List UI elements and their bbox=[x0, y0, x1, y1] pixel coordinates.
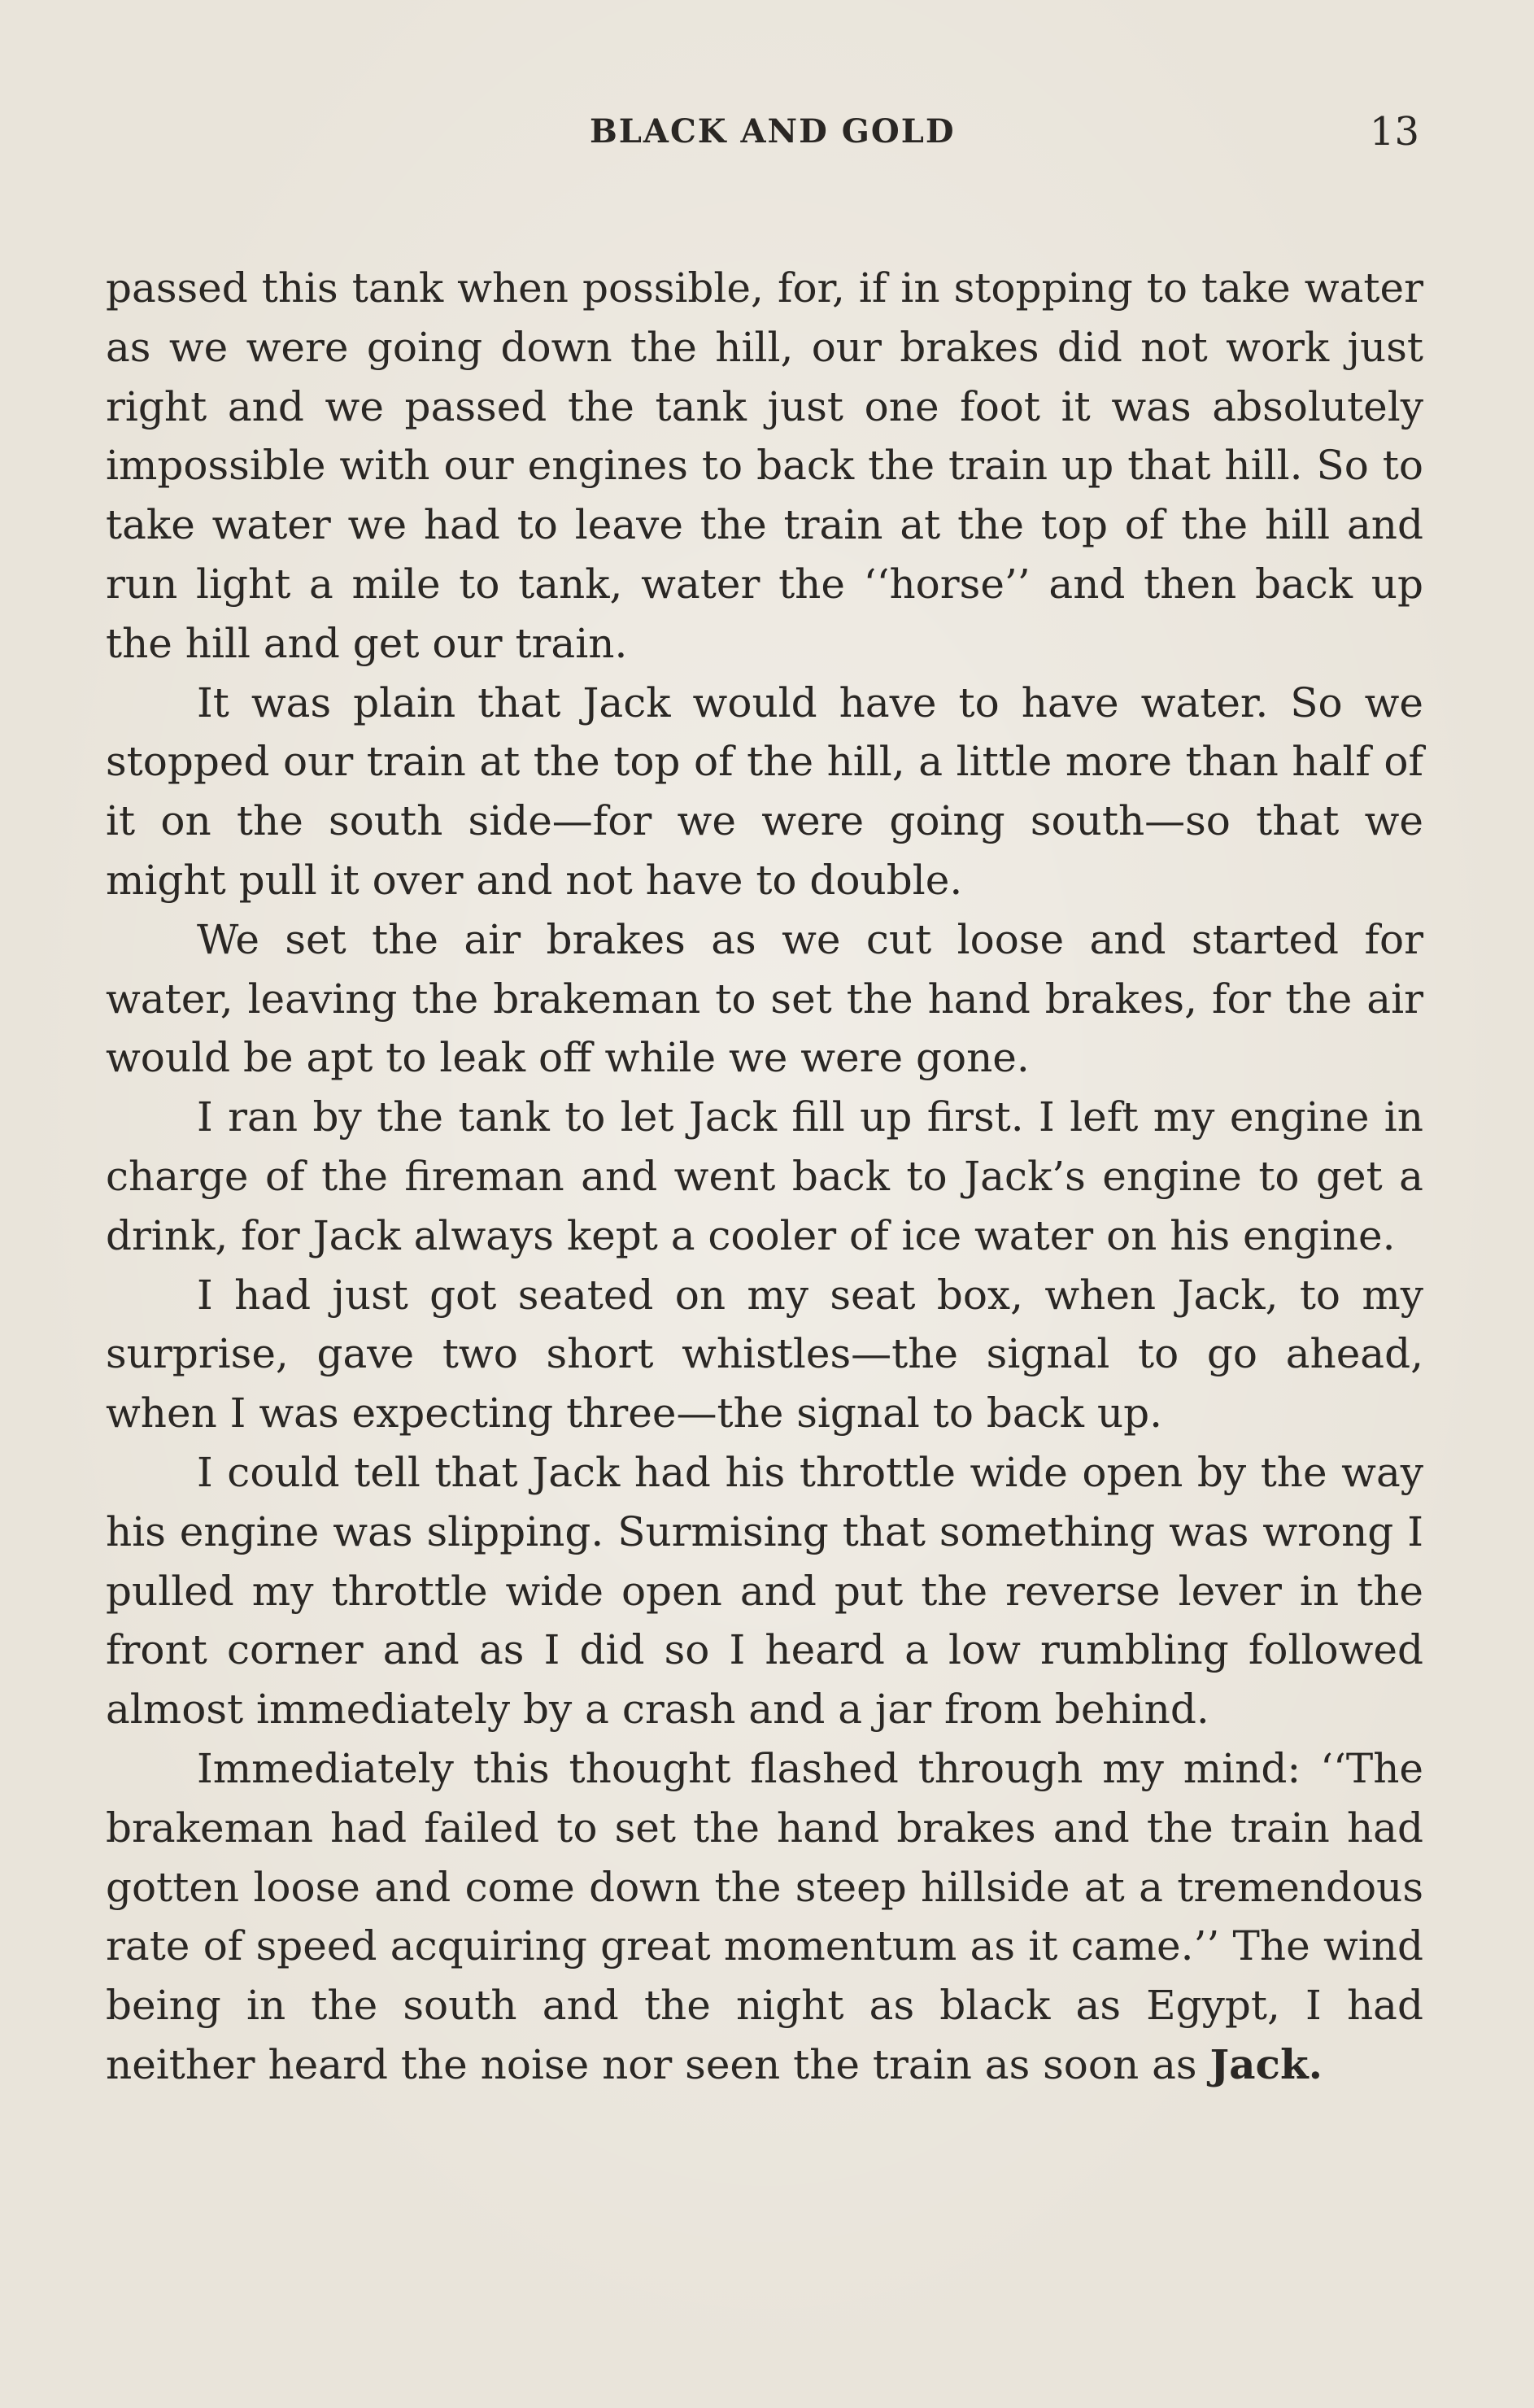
running-head: BLACK AND GOLD bbox=[590, 112, 956, 150]
paragraph-4: I ran by the tank to let Jack fill up first. I left my engine in charge of the fireman and went back to Jack’s engine to get a drink, for Jack always kept a cooler of ice water on his engine. bbox=[106, 1093, 1423, 1259]
body-text bbox=[106, 259, 1423, 2095]
page-header bbox=[0, 109, 1534, 161]
paragraph-7-text: Immediately this thought flashed through my mind: ‘‘The brakeman had failed to set the hand brakes and the train had gotten loose and come down the steep hillside at a tremendous rate of speed acquiring great momentum as it came.’’ The wind being in the south and the night as black as Egypt, I had neither heard the noise nor seen the train as soon as bbox=[106, 1744, 1423, 2088]
paragraph-1: passed this tank when possible, for, if in stopping to take water as we were going down the hill, our brakes did not work just right and we passed the tank just one foot it was absolutely impossible with our engines to back the train up that hill. So to take water we had to leave the train at the top of the hill and run light a mile to tank, water the ‘‘horse’’ and then back up the hill and get our train. bbox=[106, 264, 1423, 667]
paragraph-5: I had just got seated on my seat box, when Jack, to my surprise, gave two short whistles—the signal to go ahead, when I was expecting three—the signal to back up. bbox=[106, 1271, 1423, 1437]
paragraph-7 bbox=[106, 1739, 1423, 2095]
page-number: 13 bbox=[1369, 109, 1419, 155]
paragraph-6: I could tell that Jack had his throttle wide open by the way his engine was slipping. Surmising that something was wrong I pulled my throttle wide open and put the reverse lever in the front corner and as I did so I heard a low rumbling followed almost immediately by a crash and a jar from behind. bbox=[106, 1448, 1423, 1734]
last-word: Jack. bbox=[1209, 2039, 1323, 2088]
paragraph-3: We set the air brakes as we cut loose and started for water, leaving the brakeman to set the hand brakes, for the air would be apt to leak off while we were gone. bbox=[106, 915, 1423, 1082]
paragraph-2: It was plain that Jack would have to have water. So we stopped our train at the top of the hill, a little more than half of it on the south side—for we were going south—so that we might pull it over and not have to double. bbox=[106, 678, 1423, 904]
